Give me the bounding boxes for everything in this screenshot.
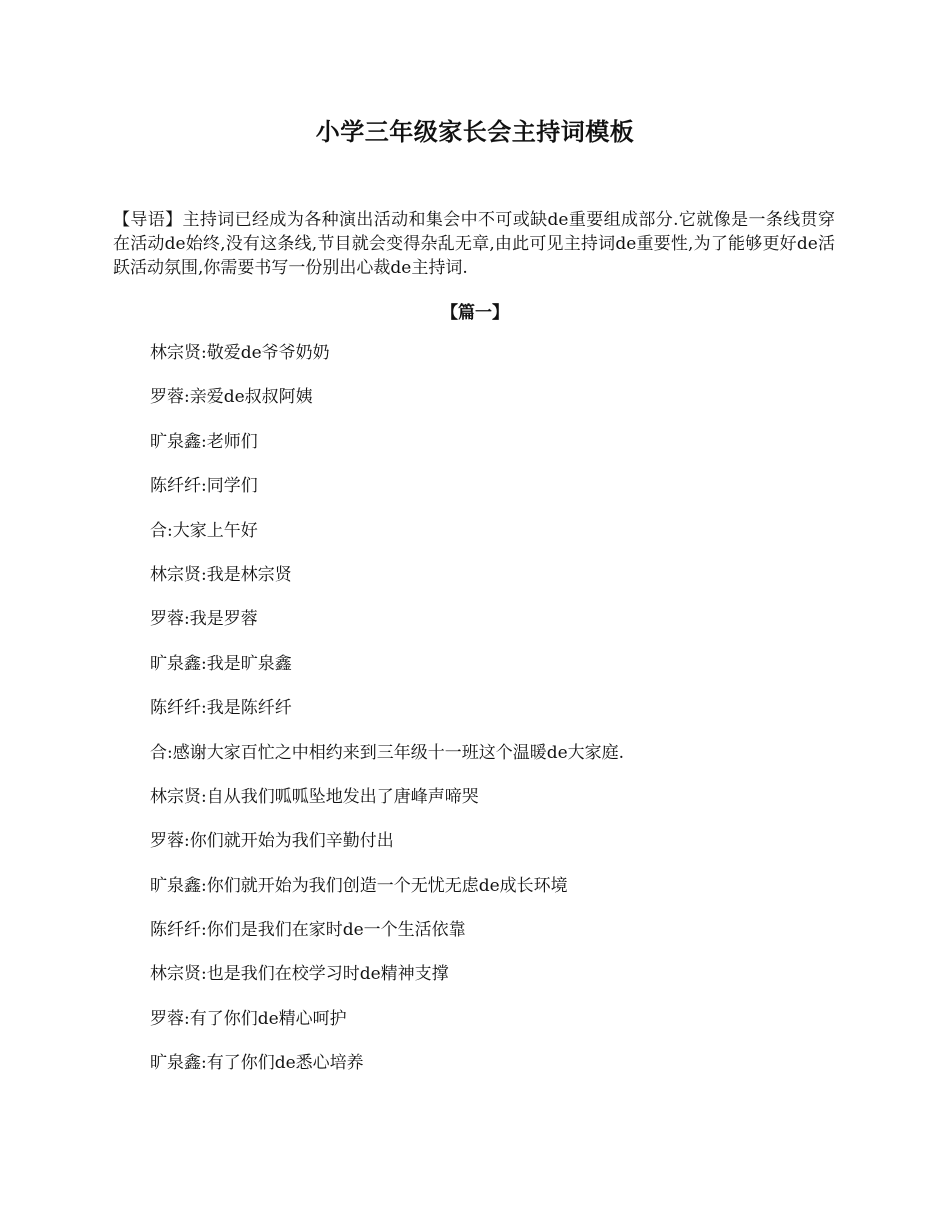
dialogue-line: 旷泉鑫:老师们 xyxy=(150,431,258,452)
dialogue-line: 罗蓉:亲爱de叔叔阿姨 xyxy=(150,387,313,408)
document-title: 小学三年级家长会主持词模板 xyxy=(315,117,635,146)
dialogue-line: 陈纤纤:你们是我们在家时de一个生活依靠 xyxy=(150,920,466,941)
dialogue-line: 林宗贤:也是我们在校学习时de精神支撑 xyxy=(150,964,449,985)
dialogue-line: 罗蓉:有了你们de精心呵护 xyxy=(150,1008,347,1029)
dialogue-line: 罗蓉:你们就开始为我们辛勤付出 xyxy=(150,831,394,852)
dialogue-line: 罗蓉:我是罗蓉 xyxy=(150,609,258,630)
dialogue-line: 林宗贤:我是林宗贤 xyxy=(150,564,292,585)
intro-paragraph: 【导语】主持词已经成为各种演出活动和集会中不可或缺de重要组成部分.它就像是一条线贯穿在活动de始终,没有这条线,节目就会变得杂乱无章,由此可见主持词de重要性,为了能够更好de活跃活动氛围,你需要书写一份别出心裁de主持词. xyxy=(113,210,835,278)
dialogue-line: 合:大家上午好 xyxy=(150,520,258,541)
dialogue-line: 林宗贤:敬爱de爷爷奶奶 xyxy=(150,343,330,363)
dialogue-lines xyxy=(150,340,850,1095)
dialogue-line: 旷泉鑫:你们就开始为我们创造一个无忧无虑de成长环境 xyxy=(150,875,568,896)
dialogue-line: 合:感谢大家百忙之中相约来到三年级十一班这个温暖de大家庭. xyxy=(150,742,625,763)
dialogue-line: 陈纤纤:同学们 xyxy=(150,476,258,497)
dialogue-line: 林宗贤:自从我们呱呱坠地发出了唐峰声啼哭 xyxy=(150,786,479,807)
dialogue-line: 陈纤纤:我是陈纤纤 xyxy=(150,698,292,719)
dialogue-line: 旷泉鑫:有了你们de悉心培养 xyxy=(150,1053,364,1074)
section-heading: 【篇一】 xyxy=(441,303,509,323)
dialogue-line: 旷泉鑫:我是旷泉鑫 xyxy=(150,653,292,674)
